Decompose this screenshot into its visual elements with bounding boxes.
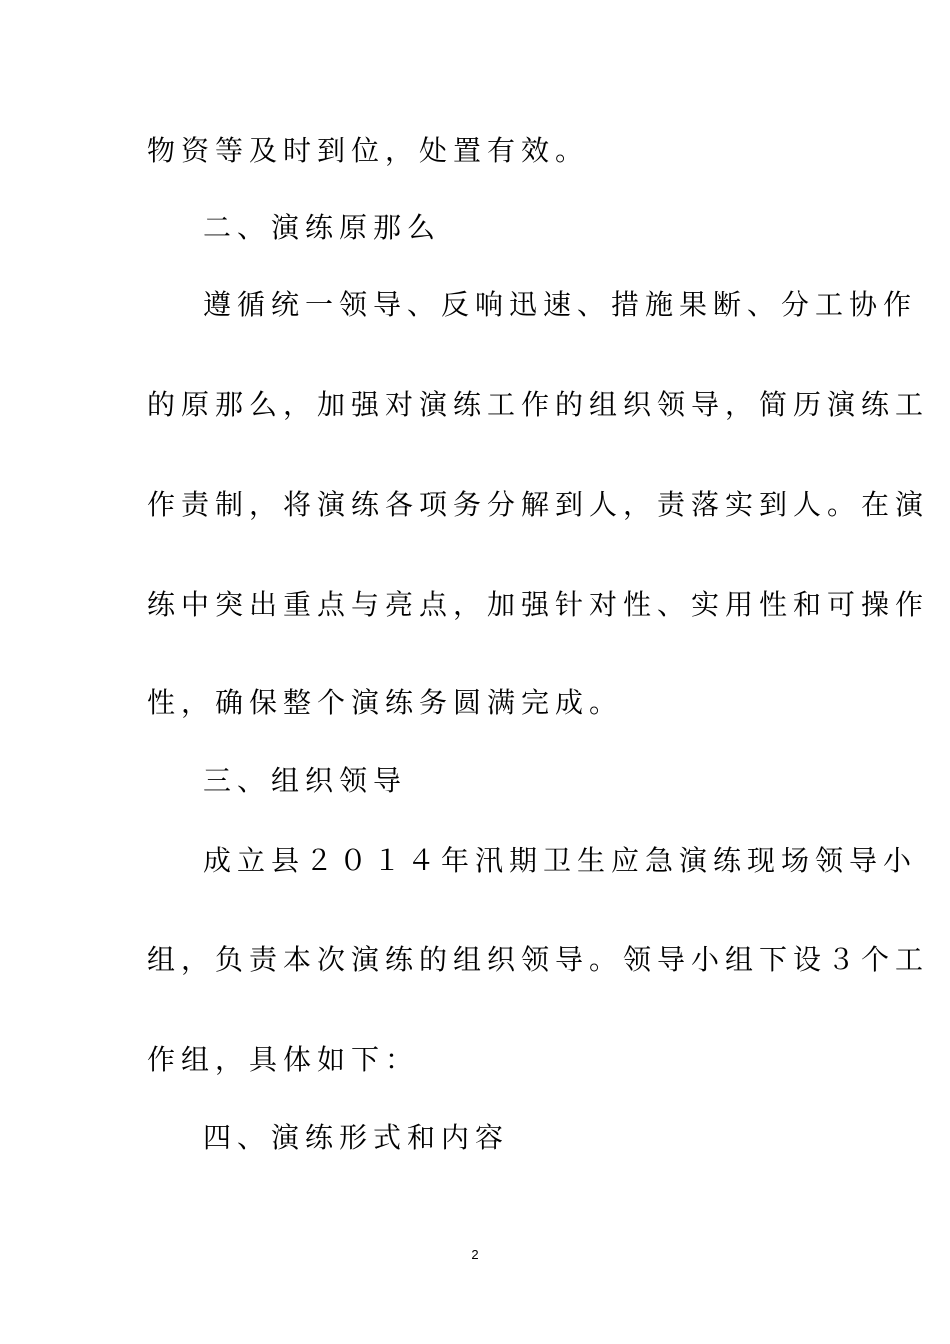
- section-heading-format: 四、演练形式和内容: [203, 1121, 510, 1154]
- section-heading-principles: 二、演练原那么: [203, 211, 442, 244]
- paragraph-line: 性，确保整个演练务圆满完成。: [147, 686, 624, 719]
- page-number: 2: [471, 1247, 479, 1262]
- paragraph-line: 遵循统一领导、反响迅速、措施果断、分工协作: [203, 288, 918, 321]
- paragraph-line: 练中突出重点与亮点，加强针对性、实用性和可操作: [147, 588, 930, 621]
- paragraph-line: 组，负责本次演练的组织领导。领导小组下设３个工: [147, 943, 930, 976]
- paragraph-line: 物资等及时到位，处置有效。: [147, 134, 590, 167]
- paragraph-line: 成立县２０１４年汛期卫生应急演练现场领导小: [203, 844, 918, 877]
- section-heading-organization: 三、组织领导: [203, 764, 408, 797]
- paragraph-line: 作组，具体如下：: [147, 1043, 420, 1076]
- paragraph-line: 的原那么，加强对演练工作的组织领导，简历演练工: [147, 388, 930, 421]
- paragraph-line: 作责制，将演练各项务分解到人，责落实到人。在演: [147, 488, 930, 521]
